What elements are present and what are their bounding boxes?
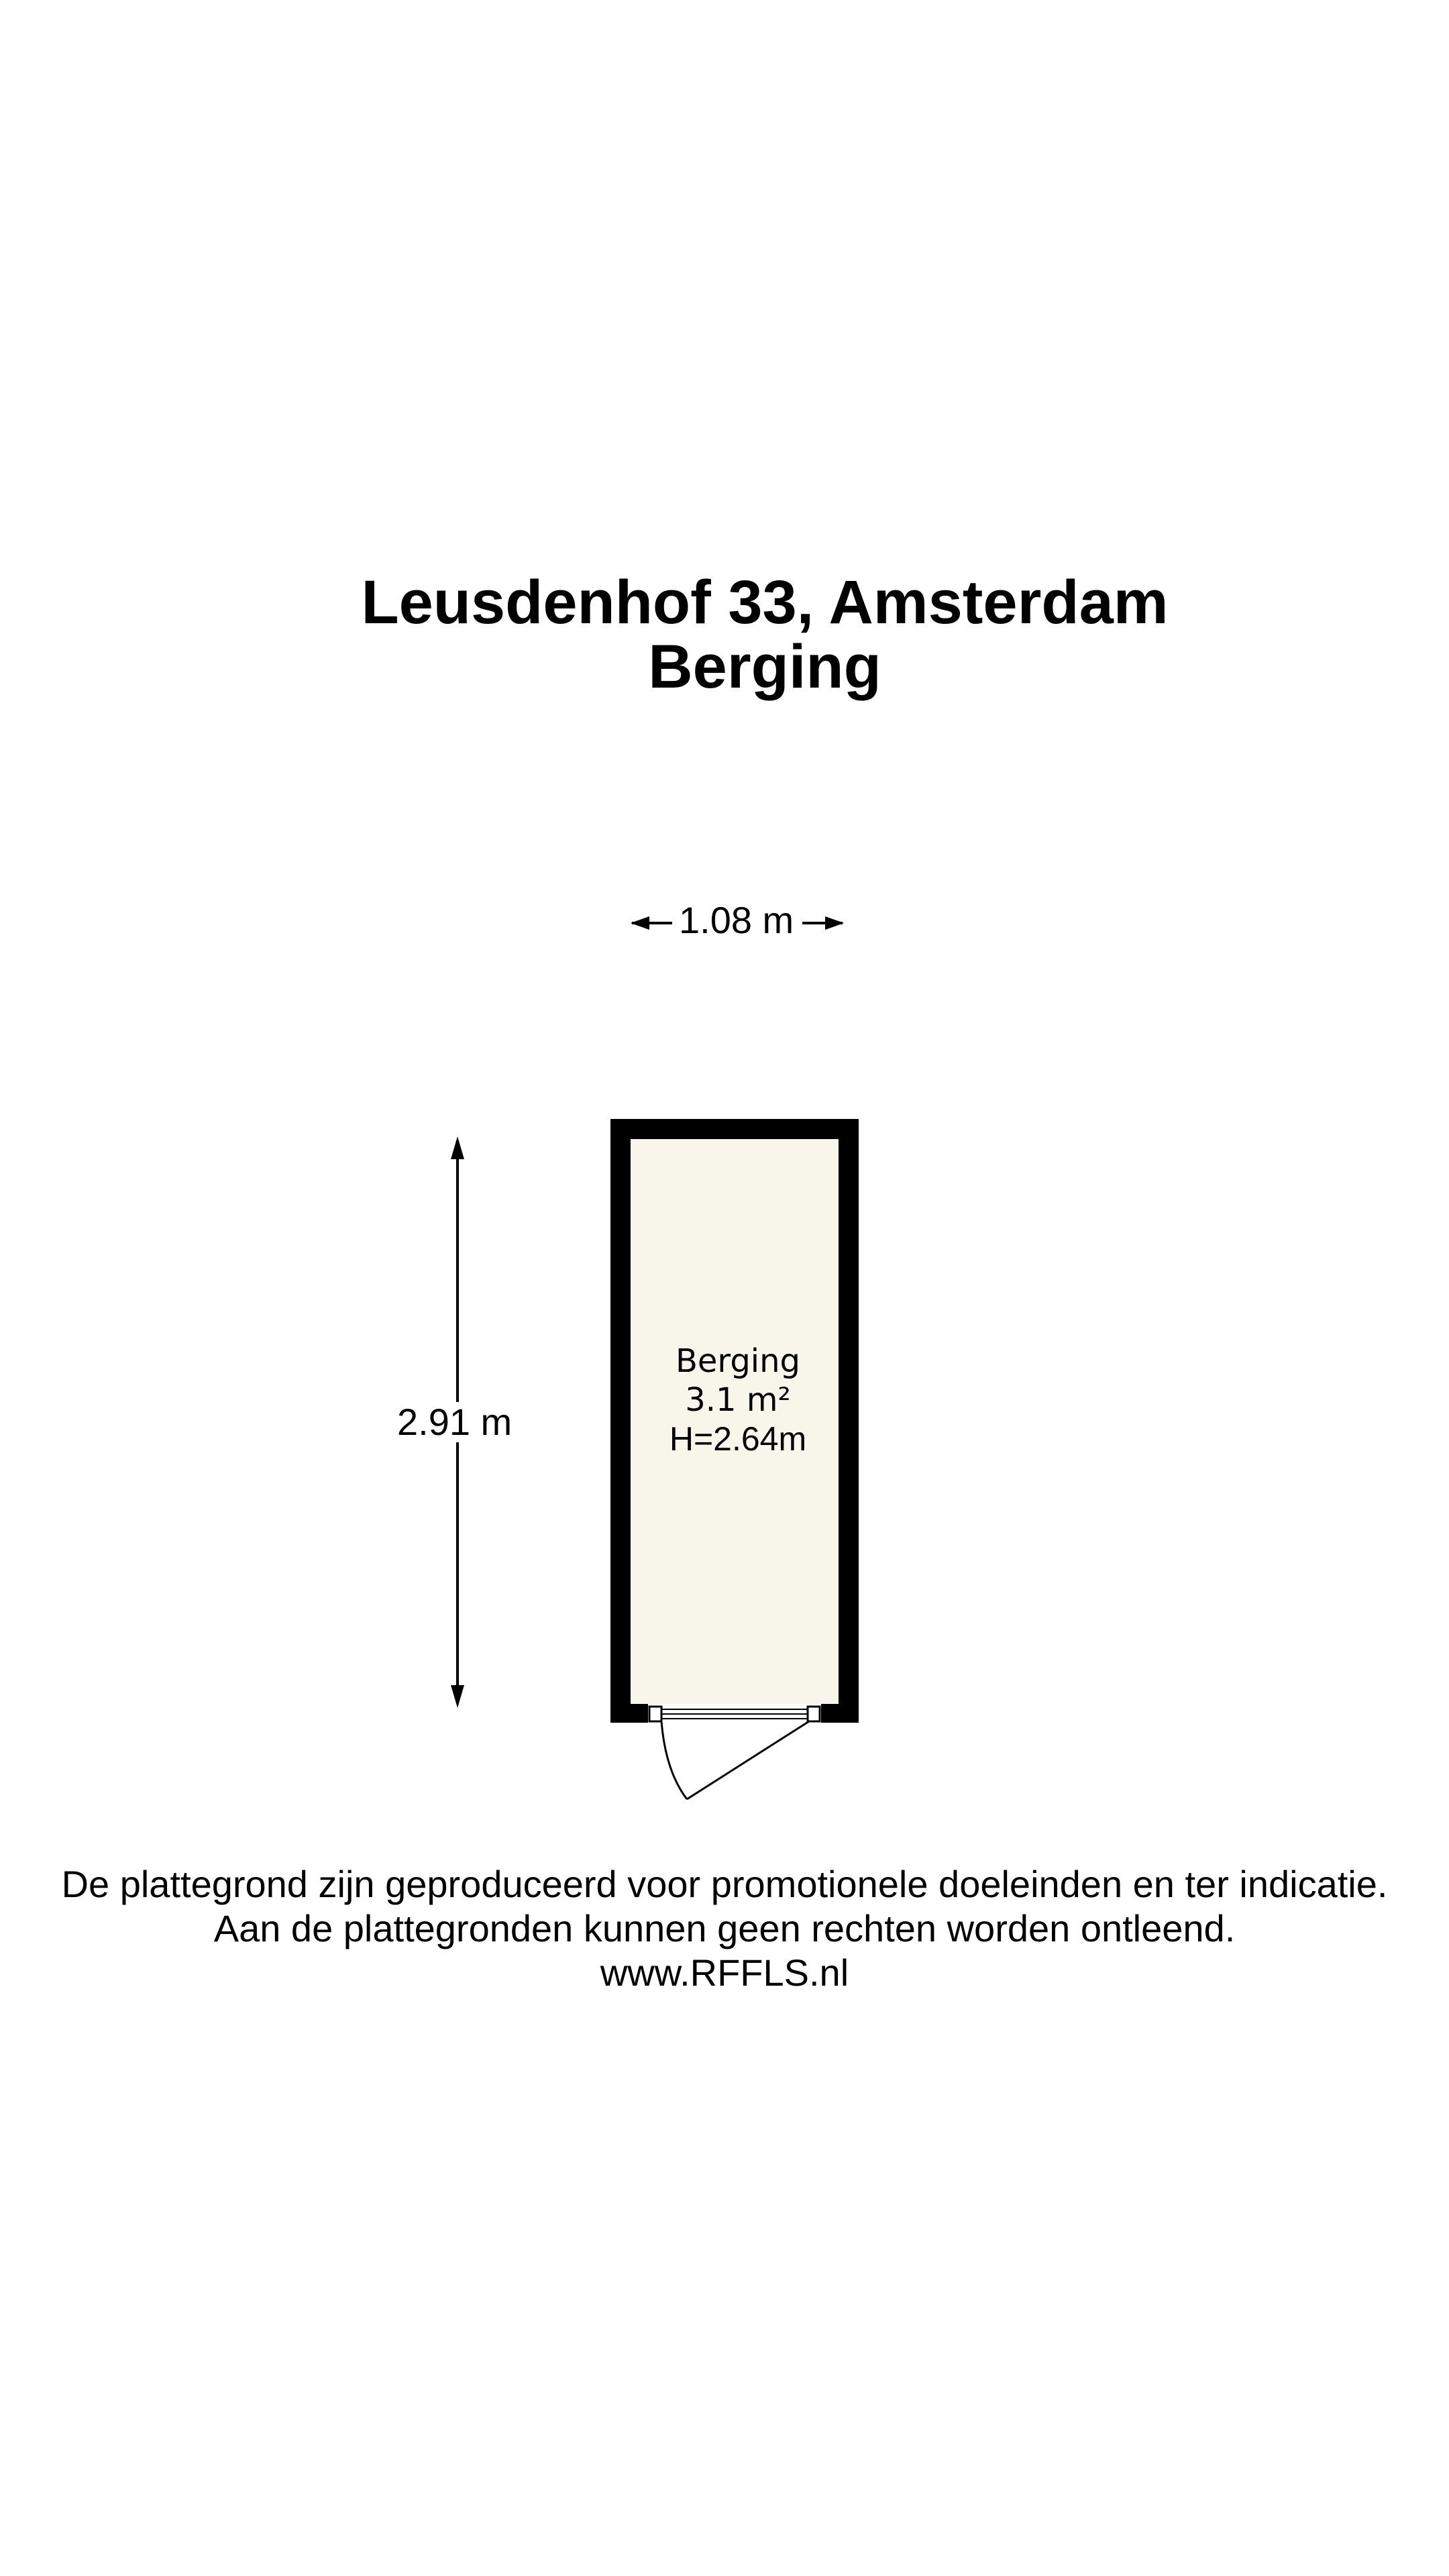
arrow-down-icon	[451, 1685, 464, 1708]
height-dimension-label: 2.91 m	[390, 1402, 519, 1442]
address-title: Leusdenhof 33, Amsterdam	[361, 568, 1169, 637]
room-ceiling-height: H=2.64m	[669, 1420, 807, 1458]
width-dimension-label: 1.08 m	[672, 900, 800, 941]
disclaimer	[0, 1862, 1449, 1995]
website-link[interactable]: www.RFFLS.nl	[600, 1951, 849, 1994]
arrow-right-icon	[825, 916, 844, 930]
arrow-up-icon	[451, 1136, 464, 1159]
door	[648, 1704, 821, 1799]
room-area: 3.1 m²	[685, 1381, 791, 1419]
disclaimer-line-2: Aan de plattegronden kunnen geen rechten worden ontleend.	[213, 1907, 1236, 1949]
room-label	[624, 1342, 852, 1458]
room-name: Berging	[675, 1342, 801, 1380]
arrow-left-icon	[631, 916, 649, 930]
floor-title: Berging	[648, 633, 881, 701]
door-swing-arc	[661, 1721, 687, 1799]
disclaimer-line-1: De plattegrond zijn geproduceerd voor promotionele doeleinden en ter indicatie.	[61, 1863, 1388, 1905]
door-leaf	[687, 1721, 809, 1799]
